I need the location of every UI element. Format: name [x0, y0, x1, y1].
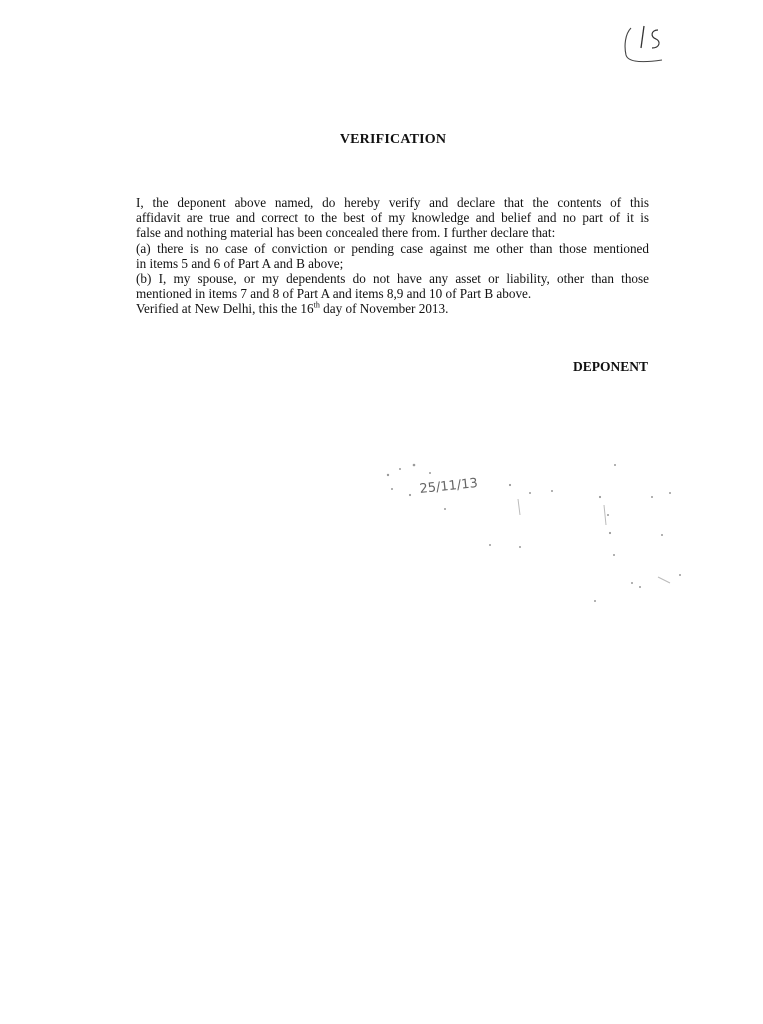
body-line: (b) I, my spouse, or my dependents do not have any asset or liability, other than those — [136, 271, 649, 287]
stamp-date-handwriting: 25/11/13 — [418, 475, 479, 497]
body-line: in items 5 and 6 of Part A and B above; — [136, 255, 344, 271]
document-title: VERIFICATION — [339, 132, 447, 147]
body-line: false and nothing material has been concealed there from. I further declare that: — [136, 225, 556, 241]
verified-prefix: Verified at New Delhi, this the 16 — [136, 301, 314, 317]
faded-notary-stamp — [370, 455, 700, 615]
body-line: mentioned in items 7 and 8 of Part A and items 8,9 and 10 of Part B above. — [136, 286, 532, 302]
verification-body — [136, 195, 649, 317]
verified-superscript: th — [313, 301, 320, 311]
body-line: I, the deponent above named, do hereby verify and declare that the contents of this — [136, 195, 649, 210]
deponent-label: DEPONENT — [572, 359, 648, 374]
verified-suffix: day of November 2013. — [319, 301, 449, 317]
body-line: (a) there is no case of conviction or pending case against me other than those mentioned — [136, 240, 649, 256]
body-line: affidavit are true and correct to the best of my knowledge and belief and no part of it is — [136, 210, 649, 226]
verified-line — [136, 301, 649, 316]
handwritten-page-number — [618, 20, 678, 70]
